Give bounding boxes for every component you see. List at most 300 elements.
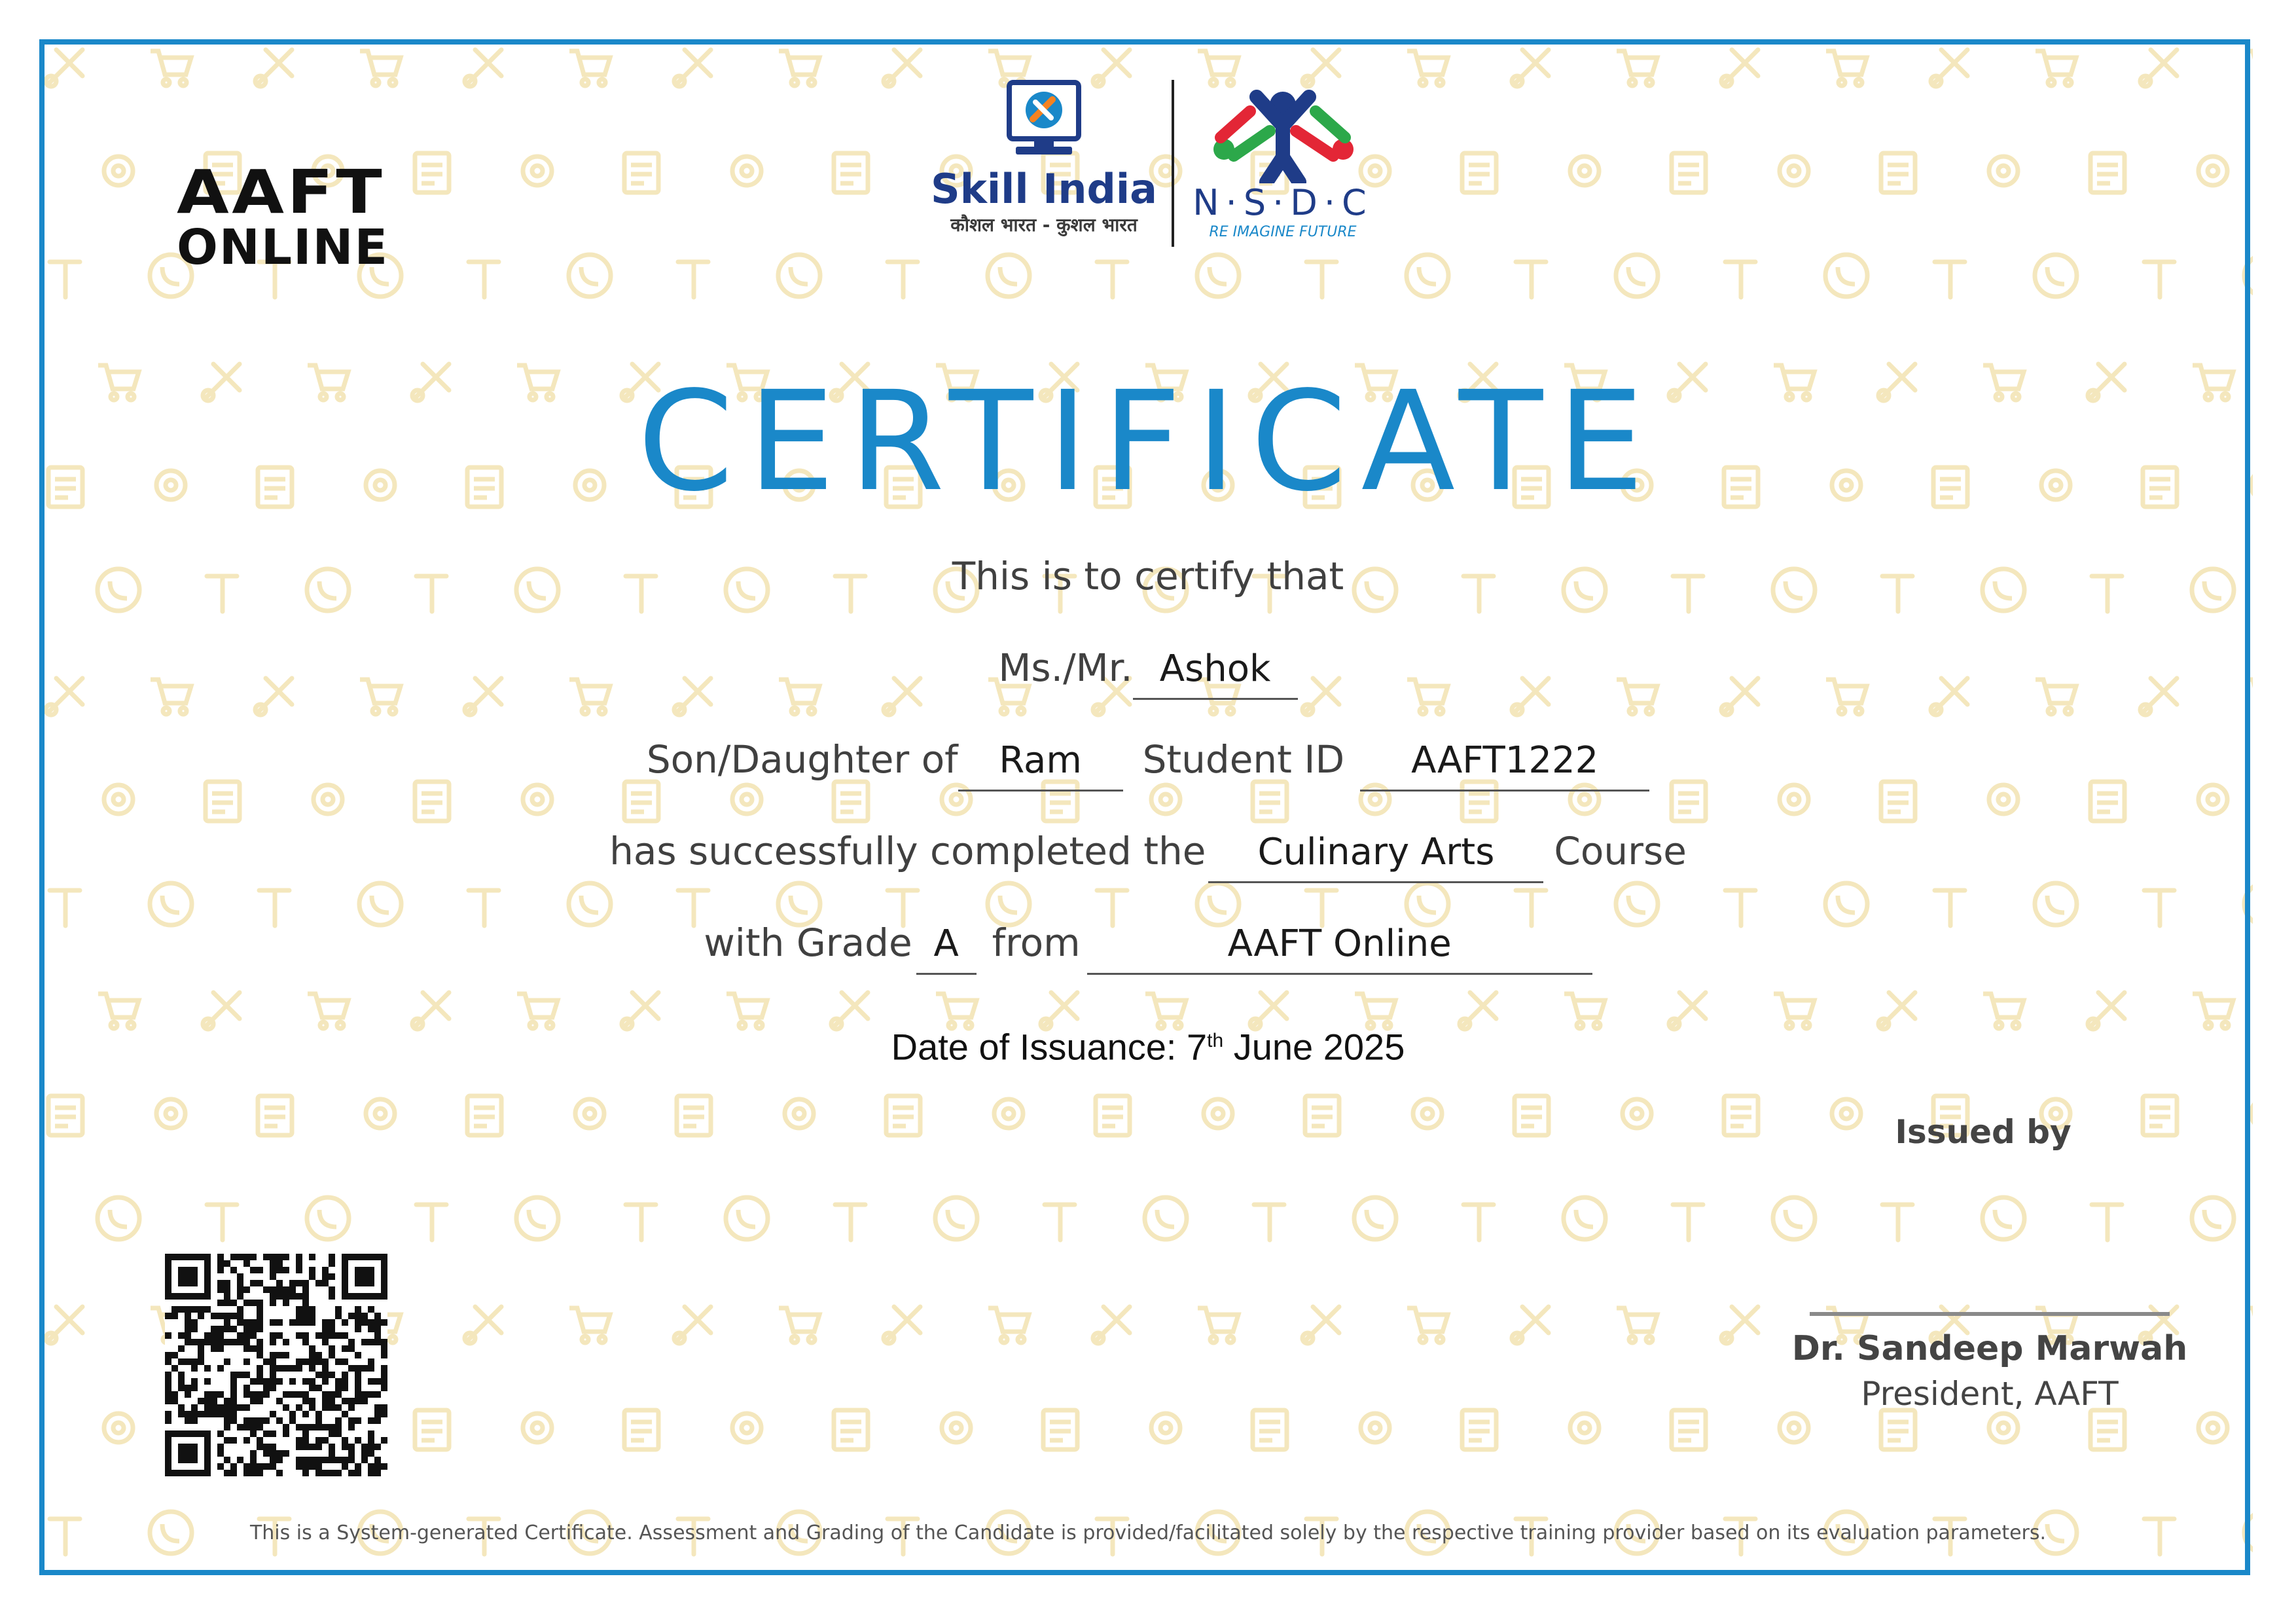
qr-module xyxy=(309,1385,315,1391)
qr-module xyxy=(302,1398,309,1404)
qr-module xyxy=(217,1411,224,1417)
qr-module xyxy=(178,1444,198,1463)
qr-module xyxy=(309,1306,315,1313)
qr-module xyxy=(309,1273,315,1280)
qr-module xyxy=(335,1470,342,1476)
skill-india-wordmark: Skill India xyxy=(931,165,1157,213)
qr-module xyxy=(211,1339,217,1345)
qr-module xyxy=(217,1339,224,1345)
qr-module xyxy=(381,1411,387,1417)
qr-module xyxy=(361,1319,368,1326)
qr-module xyxy=(302,1300,309,1306)
qr-module xyxy=(165,1391,171,1398)
people-icon xyxy=(1198,85,1368,183)
qr-module xyxy=(178,1358,185,1365)
qr-module xyxy=(257,1352,263,1358)
qr-module xyxy=(355,1398,361,1404)
qr-module xyxy=(204,1378,211,1385)
qr-module xyxy=(198,1352,204,1358)
qr-module xyxy=(165,1417,171,1424)
qr-module xyxy=(296,1260,302,1267)
qr-module xyxy=(315,1352,322,1358)
qr-module xyxy=(191,1417,198,1424)
qr-module xyxy=(309,1267,315,1273)
qr-module xyxy=(250,1300,257,1306)
qr-module xyxy=(165,1358,171,1365)
qr-module xyxy=(198,1313,204,1319)
qr-module xyxy=(355,1326,361,1332)
qr-module xyxy=(230,1391,237,1398)
qr-module xyxy=(342,1385,348,1391)
qr-module xyxy=(178,1411,185,1417)
qr-module xyxy=(315,1437,322,1444)
qr-module xyxy=(185,1417,191,1424)
qr-module xyxy=(230,1339,237,1345)
qr-module xyxy=(276,1470,283,1476)
qr-module xyxy=(296,1306,302,1313)
qr-module xyxy=(224,1424,230,1430)
qr-module xyxy=(309,1398,315,1404)
qr-module xyxy=(302,1424,309,1430)
qr-module xyxy=(185,1319,191,1326)
qr-module xyxy=(270,1254,276,1260)
qr-module xyxy=(204,1411,211,1417)
qr-module xyxy=(191,1378,198,1385)
qr-module xyxy=(276,1319,283,1326)
qr-module xyxy=(368,1470,374,1476)
intro-text: This is to certify that xyxy=(952,554,1344,598)
qr-module xyxy=(198,1398,204,1404)
qr-module xyxy=(361,1457,368,1463)
qr-module xyxy=(355,1313,361,1319)
name-row xyxy=(0,642,2296,700)
qr-module xyxy=(270,1378,276,1385)
qr-module xyxy=(322,1404,329,1411)
qr-module xyxy=(322,1372,329,1378)
qr-module xyxy=(263,1391,270,1398)
qr-module xyxy=(217,1404,224,1411)
qr-module xyxy=(289,1378,296,1385)
qr-module xyxy=(270,1430,276,1437)
qr-module xyxy=(335,1378,342,1385)
qr-module xyxy=(224,1313,230,1319)
qr-module xyxy=(329,1273,335,1280)
footer-disclaimer: This is a System-generated Certificate. Assessment and Grading of the Candidate is provided/facilitated solely by the respective training provider based on its evaluation parameters. xyxy=(249,1521,2047,1544)
qr-module xyxy=(224,1280,230,1286)
qr-module xyxy=(381,1385,387,1391)
qr-module xyxy=(237,1332,243,1339)
qr-module xyxy=(224,1398,230,1404)
qr-module xyxy=(315,1280,322,1286)
qr-module xyxy=(237,1319,243,1326)
qr-module xyxy=(250,1391,257,1398)
from-label: from xyxy=(992,920,1081,965)
qr-module xyxy=(296,1444,302,1450)
qr-module xyxy=(309,1313,315,1319)
qr-module xyxy=(296,1365,302,1372)
qr-module xyxy=(329,1430,335,1437)
qr-module xyxy=(283,1424,289,1430)
qr-module xyxy=(243,1326,250,1332)
qr-module xyxy=(230,1372,237,1378)
qr-module xyxy=(276,1332,283,1339)
qr-module xyxy=(348,1444,355,1450)
qr-module xyxy=(283,1267,289,1273)
qr-module xyxy=(237,1306,243,1313)
qr-module xyxy=(230,1463,237,1470)
qr-module xyxy=(257,1319,263,1326)
date-label: Date of Issuance: 7 xyxy=(891,1026,1208,1068)
qr-module xyxy=(276,1280,283,1286)
skill-india-tagline: कौशल भारत - कुशल भारत xyxy=(950,214,1138,236)
qr-module xyxy=(335,1417,342,1424)
qr-module xyxy=(263,1430,270,1437)
verification-qr-code[interactable] xyxy=(165,1254,387,1476)
qr-module xyxy=(270,1319,276,1326)
qr-module xyxy=(276,1286,283,1293)
qr-module xyxy=(283,1450,289,1457)
aaft-logo-line1: AAFT xyxy=(177,157,386,227)
qr-module xyxy=(237,1313,243,1319)
qr-module xyxy=(171,1391,178,1398)
qr-module xyxy=(368,1463,374,1470)
qr-module xyxy=(329,1293,335,1300)
qr-module xyxy=(309,1424,315,1430)
qr-module xyxy=(185,1391,191,1398)
qr-module xyxy=(289,1365,296,1372)
qr-module xyxy=(257,1424,263,1430)
qr-module xyxy=(230,1300,237,1306)
qr-module xyxy=(270,1260,276,1267)
qr-module xyxy=(250,1457,257,1463)
qr-module xyxy=(230,1437,237,1444)
qr-module xyxy=(243,1319,250,1326)
qr-module xyxy=(309,1404,315,1411)
qr-module xyxy=(257,1306,263,1313)
qr-module xyxy=(257,1365,263,1372)
qr-module xyxy=(329,1345,335,1352)
qr-module xyxy=(322,1437,329,1444)
qr-module xyxy=(315,1417,322,1424)
qr-module xyxy=(315,1444,322,1450)
qr-module xyxy=(270,1411,276,1417)
qr-module xyxy=(178,1378,185,1385)
qr-module xyxy=(302,1280,309,1286)
qr-module xyxy=(342,1444,348,1450)
aaft-logo-line2: ONLINE xyxy=(177,219,389,276)
grade-value: A xyxy=(916,918,977,975)
qr-module xyxy=(296,1332,302,1339)
qr-module xyxy=(276,1417,283,1424)
qr-module xyxy=(257,1391,263,1398)
qr-module xyxy=(322,1457,329,1463)
qr-module xyxy=(171,1365,178,1372)
issuance-date xyxy=(0,1018,2296,1070)
qr-module xyxy=(237,1286,243,1293)
qr-module xyxy=(230,1470,237,1476)
qr-module xyxy=(368,1365,374,1372)
qr-module xyxy=(237,1254,243,1260)
qr-module xyxy=(217,1444,224,1450)
qr-module xyxy=(342,1378,348,1385)
qr-module xyxy=(217,1313,224,1319)
qr-module xyxy=(355,1365,361,1372)
qr-module xyxy=(368,1450,374,1457)
qr-module xyxy=(309,1319,315,1326)
qr-module xyxy=(329,1457,335,1463)
qr-module xyxy=(302,1457,309,1463)
qr-module xyxy=(198,1411,204,1417)
qr-module xyxy=(243,1417,250,1424)
qr-module xyxy=(191,1319,198,1326)
parent-prefix: Son/Daughter of xyxy=(646,737,958,782)
qr-module xyxy=(309,1358,315,1365)
qr-module xyxy=(355,1378,361,1385)
qr-module xyxy=(329,1398,335,1404)
qr-module xyxy=(302,1437,309,1444)
qr-module xyxy=(289,1293,296,1300)
qr-module xyxy=(368,1378,374,1385)
qr-module xyxy=(243,1404,250,1411)
qr-module xyxy=(329,1319,335,1326)
qr-module xyxy=(217,1254,224,1260)
qr-module xyxy=(217,1463,224,1470)
qr-module xyxy=(315,1411,322,1417)
qr-module xyxy=(263,1385,270,1391)
qr-module xyxy=(250,1254,257,1260)
qr-module xyxy=(309,1254,315,1260)
qr-module xyxy=(329,1450,335,1457)
qr-module xyxy=(289,1411,296,1417)
qr-module xyxy=(374,1378,381,1385)
qr-module xyxy=(185,1326,191,1332)
qr-module xyxy=(355,1267,374,1286)
qr-module xyxy=(329,1260,335,1267)
qr-module xyxy=(368,1437,374,1444)
qr-module xyxy=(368,1444,374,1450)
qr-module xyxy=(257,1372,263,1378)
qr-module xyxy=(381,1365,387,1372)
qr-module xyxy=(355,1306,361,1313)
qr-module xyxy=(335,1424,342,1430)
qr-module xyxy=(335,1385,342,1391)
course-suffix: Course xyxy=(1554,829,1687,873)
qr-module xyxy=(257,1280,263,1286)
qr-module xyxy=(185,1339,191,1345)
qr-module xyxy=(217,1391,224,1398)
qr-module xyxy=(329,1444,335,1450)
course-prefix: has successfully completed the xyxy=(609,829,1206,873)
qr-module xyxy=(374,1391,381,1398)
course-row xyxy=(0,825,2296,883)
qr-module xyxy=(381,1319,387,1326)
qr-module xyxy=(198,1358,204,1365)
qr-module xyxy=(302,1339,309,1345)
qr-module xyxy=(165,1332,171,1339)
qr-module xyxy=(296,1313,302,1319)
parent-row xyxy=(0,733,2296,792)
qr-module xyxy=(185,1358,191,1365)
qr-module xyxy=(296,1457,302,1463)
qr-module xyxy=(250,1470,257,1476)
qr-module xyxy=(276,1365,283,1372)
qr-module xyxy=(335,1404,342,1411)
qr-module xyxy=(348,1345,355,1352)
qr-module xyxy=(217,1280,224,1286)
qr-module xyxy=(171,1352,178,1358)
qr-module xyxy=(171,1313,178,1319)
qr-module xyxy=(230,1404,237,1411)
qr-module xyxy=(165,1372,171,1378)
signatory-name: Dr. Sandeep Marwah xyxy=(1791,1329,2188,1368)
issued-by-label: Issued by xyxy=(1895,1113,2072,1151)
qr-code-pattern xyxy=(165,1254,387,1476)
qr-module xyxy=(224,1319,230,1326)
qr-module xyxy=(171,1398,178,1404)
qr-module xyxy=(296,1404,302,1411)
qr-module xyxy=(243,1424,250,1430)
qr-module xyxy=(250,1332,257,1339)
qr-module xyxy=(315,1457,322,1463)
recipient-name: Ashok xyxy=(1133,643,1298,700)
qr-module xyxy=(243,1260,250,1267)
qr-module xyxy=(204,1365,211,1372)
institution-name: AAFT Online xyxy=(1087,918,1592,975)
qr-module xyxy=(250,1267,257,1273)
qr-module xyxy=(230,1398,237,1404)
qr-module xyxy=(276,1352,283,1358)
qr-module xyxy=(289,1319,296,1326)
qr-module xyxy=(355,1417,361,1424)
qr-module xyxy=(296,1463,302,1470)
qr-module xyxy=(204,1404,211,1411)
qr-module xyxy=(335,1358,342,1365)
qr-module xyxy=(224,1404,230,1411)
qr-module xyxy=(374,1417,381,1424)
qr-module xyxy=(342,1457,348,1463)
qr-module xyxy=(185,1385,191,1391)
qr-module xyxy=(270,1365,276,1372)
qr-module xyxy=(348,1339,355,1345)
nsdc-tagline: RE IMAGINE FUTURE xyxy=(1209,224,1357,240)
qr-module xyxy=(224,1293,230,1300)
pattern-icon xyxy=(2251,1099,2253,1128)
qr-module xyxy=(191,1404,198,1411)
qr-module xyxy=(257,1437,263,1444)
qr-module xyxy=(230,1417,237,1424)
qr-module xyxy=(296,1391,302,1398)
qr-module xyxy=(329,1372,335,1378)
date-ordinal: th xyxy=(1207,1030,1224,1051)
qr-module xyxy=(191,1365,198,1372)
qr-module xyxy=(243,1385,250,1391)
grade-prefix: with Grade xyxy=(704,920,912,965)
qr-module xyxy=(224,1286,230,1293)
qr-module xyxy=(302,1319,309,1326)
qr-module xyxy=(204,1339,211,1345)
qr-module xyxy=(322,1470,329,1476)
qr-module xyxy=(322,1326,329,1332)
qr-module xyxy=(381,1345,387,1352)
qr-module xyxy=(381,1404,387,1411)
qr-module xyxy=(283,1254,289,1260)
qr-module xyxy=(257,1398,263,1404)
qr-module xyxy=(178,1372,185,1378)
qr-module xyxy=(296,1437,302,1444)
qr-module xyxy=(211,1411,217,1417)
qr-module xyxy=(257,1300,263,1306)
student-id-label: Student ID xyxy=(1142,737,1345,782)
qr-module xyxy=(322,1339,329,1345)
qr-module xyxy=(276,1267,283,1273)
qr-module xyxy=(257,1378,263,1385)
qr-module xyxy=(322,1424,329,1430)
qr-module xyxy=(250,1319,257,1326)
qr-module xyxy=(283,1365,289,1372)
qr-module xyxy=(283,1404,289,1411)
qr-module xyxy=(237,1424,243,1430)
qr-module xyxy=(224,1358,230,1365)
qr-module xyxy=(230,1313,237,1319)
qr-module xyxy=(283,1300,289,1306)
qr-module xyxy=(374,1457,381,1463)
qr-module xyxy=(217,1267,224,1273)
qr-module xyxy=(335,1332,342,1339)
qr-module xyxy=(329,1352,335,1358)
qr-module xyxy=(374,1444,381,1450)
qr-module xyxy=(329,1470,335,1476)
qr-module xyxy=(263,1254,270,1260)
qr-module xyxy=(302,1463,309,1470)
qr-module xyxy=(217,1345,224,1352)
qr-module xyxy=(224,1470,230,1476)
qr-module xyxy=(368,1417,374,1424)
qr-module xyxy=(257,1345,263,1352)
qr-module xyxy=(315,1358,322,1365)
qr-module xyxy=(270,1339,276,1345)
qr-module xyxy=(361,1391,368,1398)
qr-module xyxy=(329,1424,335,1430)
qr-module xyxy=(283,1286,289,1293)
qr-module xyxy=(302,1378,309,1385)
qr-module xyxy=(302,1332,309,1339)
qr-module xyxy=(165,1378,171,1385)
qr-module xyxy=(243,1463,250,1470)
qr-module xyxy=(270,1450,276,1457)
qr-module xyxy=(230,1385,237,1391)
qr-module xyxy=(250,1417,257,1424)
qr-module xyxy=(243,1332,250,1339)
qr-module xyxy=(224,1411,230,1417)
qr-module xyxy=(243,1339,250,1345)
qr-module xyxy=(329,1332,335,1339)
qr-module xyxy=(368,1339,374,1345)
qr-module xyxy=(276,1378,283,1385)
qr-module xyxy=(165,1398,171,1404)
qr-module xyxy=(302,1358,309,1365)
qr-module xyxy=(243,1437,250,1444)
qr-module xyxy=(296,1267,302,1273)
name-prefix: Ms./Mr. xyxy=(998,646,1133,690)
qr-module xyxy=(315,1385,322,1391)
qr-module xyxy=(263,1286,270,1293)
qr-module xyxy=(270,1457,276,1463)
qr-module xyxy=(224,1260,230,1267)
qr-module xyxy=(237,1293,243,1300)
qr-module xyxy=(361,1339,368,1345)
qr-module xyxy=(178,1306,185,1313)
qr-module xyxy=(355,1470,361,1476)
